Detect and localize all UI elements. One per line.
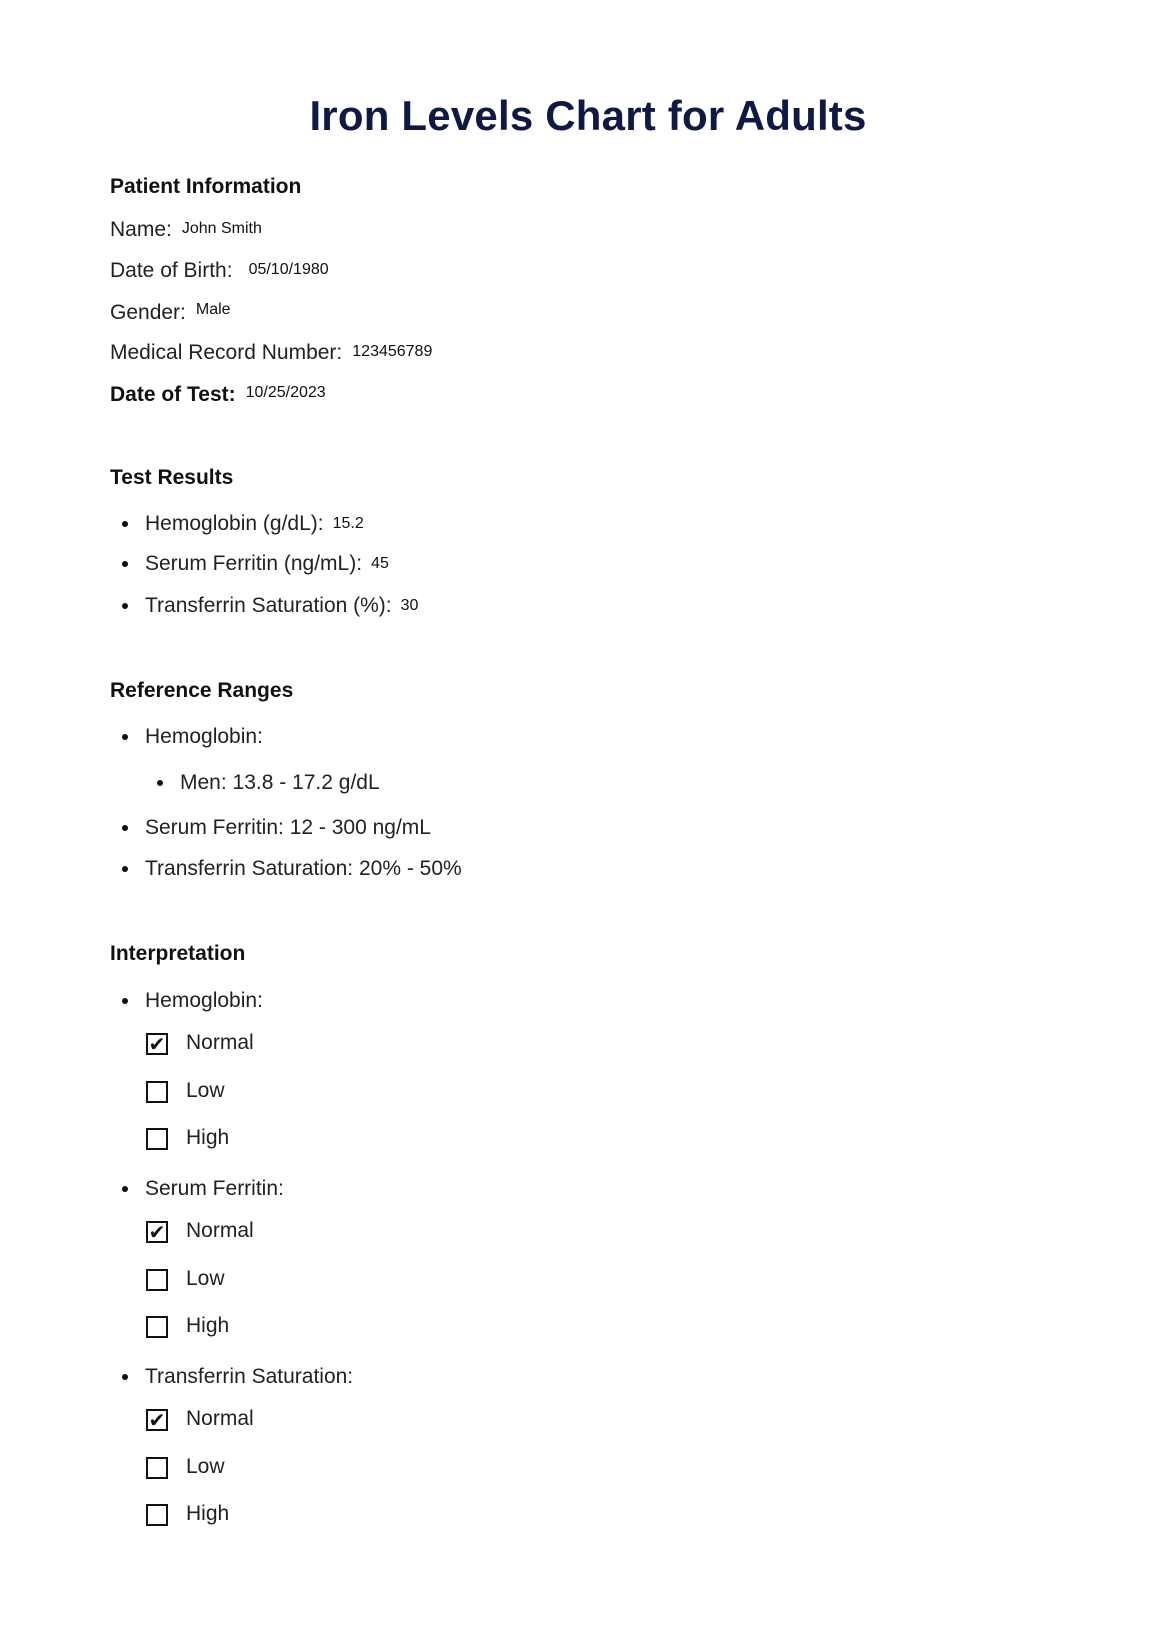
bullet-dot (122, 866, 128, 872)
result-ferritin-label: Serum Ferritin (ng/mL): (145, 552, 363, 575)
patient-mrn-label: Medical Record Number: (110, 341, 343, 364)
transferrin-high-label: High (186, 1502, 230, 1525)
bullet-dot (122, 561, 128, 567)
bullet-dot (122, 998, 128, 1004)
reference-ferritin-text: Serum Ferritin: 12 - 300 ng/mL (145, 816, 431, 839)
document-title: Iron Levels Chart for Adults (309, 92, 867, 139)
interpretation-hemoglobin-label: Hemoglobin: (145, 989, 263, 1012)
reference-hemoglobin (145, 724, 263, 750)
reference-hemoglobin-men (180, 770, 380, 796)
test-date-row (110, 382, 326, 410)
patient-gender-row (110, 300, 231, 328)
bullet-dot (122, 825, 128, 831)
transferrin-normal-label: Normal (186, 1407, 254, 1430)
reference-hemoglobin-men-text: Men: 13.8 - 17.2 g/dL (180, 771, 380, 794)
result-hemoglobin (145, 511, 364, 539)
result-ferritin-value: 45 (371, 555, 389, 572)
interpretation-transferrin-label: Transferrin Saturation: (145, 1365, 354, 1388)
interpretation-hemoglobin (145, 988, 263, 1014)
transferrin-normal-checkbox[interactable]: ✔ (146, 1409, 168, 1431)
transferrin-high-checkbox[interactable] (146, 1504, 168, 1526)
interpretation-ferritin-label: Serum Ferritin: (145, 1177, 284, 1200)
bullet-dot (122, 734, 128, 740)
ferritin-normal-label: Normal (186, 1219, 254, 1242)
interpretation-transferrin (145, 1364, 353, 1390)
reference-transferrin (145, 856, 462, 882)
patient-info-heading: Patient Information (110, 175, 302, 198)
reference-hemoglobin-label: Hemoglobin: (145, 725, 263, 748)
reference-ranges-heading: Reference Ranges (110, 679, 294, 702)
result-ferritin (145, 551, 389, 579)
ferritin-low-checkbox[interactable] (146, 1269, 168, 1291)
interpretation-ferritin (145, 1176, 284, 1202)
patient-gender-value: Male (195, 301, 231, 318)
reference-transferrin-text: Transferrin Saturation: 20% - 50% (145, 857, 462, 880)
result-transferrin-value: 30 (400, 597, 419, 614)
result-transferrin-label: Transferrin Saturation (%): (145, 594, 392, 617)
bullet-dot (122, 1186, 128, 1192)
transferrin-low-checkbox[interactable] (146, 1457, 168, 1479)
interpretation-heading: Interpretation (110, 942, 246, 965)
hemoglobin-high-checkbox[interactable] (146, 1128, 168, 1150)
patient-dob-label: Date of Birth: (110, 259, 233, 282)
patient-mrn-value: 123456789 (352, 343, 433, 360)
ferritin-high-label: High (186, 1314, 230, 1337)
result-hemoglobin-value: 15.2 (332, 515, 364, 532)
bullet-dot (122, 1374, 128, 1380)
patient-mrn-row (110, 340, 432, 368)
ferritin-high-checkbox[interactable] (146, 1316, 168, 1338)
result-transferrin (145, 593, 418, 621)
patient-name-row (110, 217, 262, 245)
ferritin-normal-checkbox[interactable]: ✔ (146, 1221, 168, 1243)
hemoglobin-normal-label: Normal (186, 1031, 254, 1054)
test-date-label: Date of Test: (110, 383, 236, 406)
reference-ferritin (145, 815, 431, 841)
hemoglobin-high-label: High (186, 1126, 230, 1149)
hemoglobin-low-label: Low (186, 1079, 225, 1102)
result-hemoglobin-label: Hemoglobin (g/dL): (145, 512, 324, 535)
test-date-value: 10/25/2023 (245, 384, 326, 401)
patient-gender-label: Gender: (110, 301, 186, 324)
bullet-dot (157, 780, 163, 786)
test-results-heading: Test Results (110, 466, 234, 489)
patient-name-label: Name: (110, 218, 172, 241)
hemoglobin-low-checkbox[interactable] (146, 1081, 168, 1103)
ferritin-low-label: Low (186, 1267, 225, 1290)
patient-name-value: John Smith (181, 220, 262, 237)
bullet-dot (122, 521, 128, 527)
bullet-dot (122, 603, 128, 609)
hemoglobin-normal-checkbox[interactable]: ✔ (146, 1033, 168, 1055)
patient-dob-value: 05/10/1980 (248, 261, 329, 278)
transferrin-low-label: Low (186, 1455, 225, 1478)
patient-dob-row (110, 258, 329, 286)
